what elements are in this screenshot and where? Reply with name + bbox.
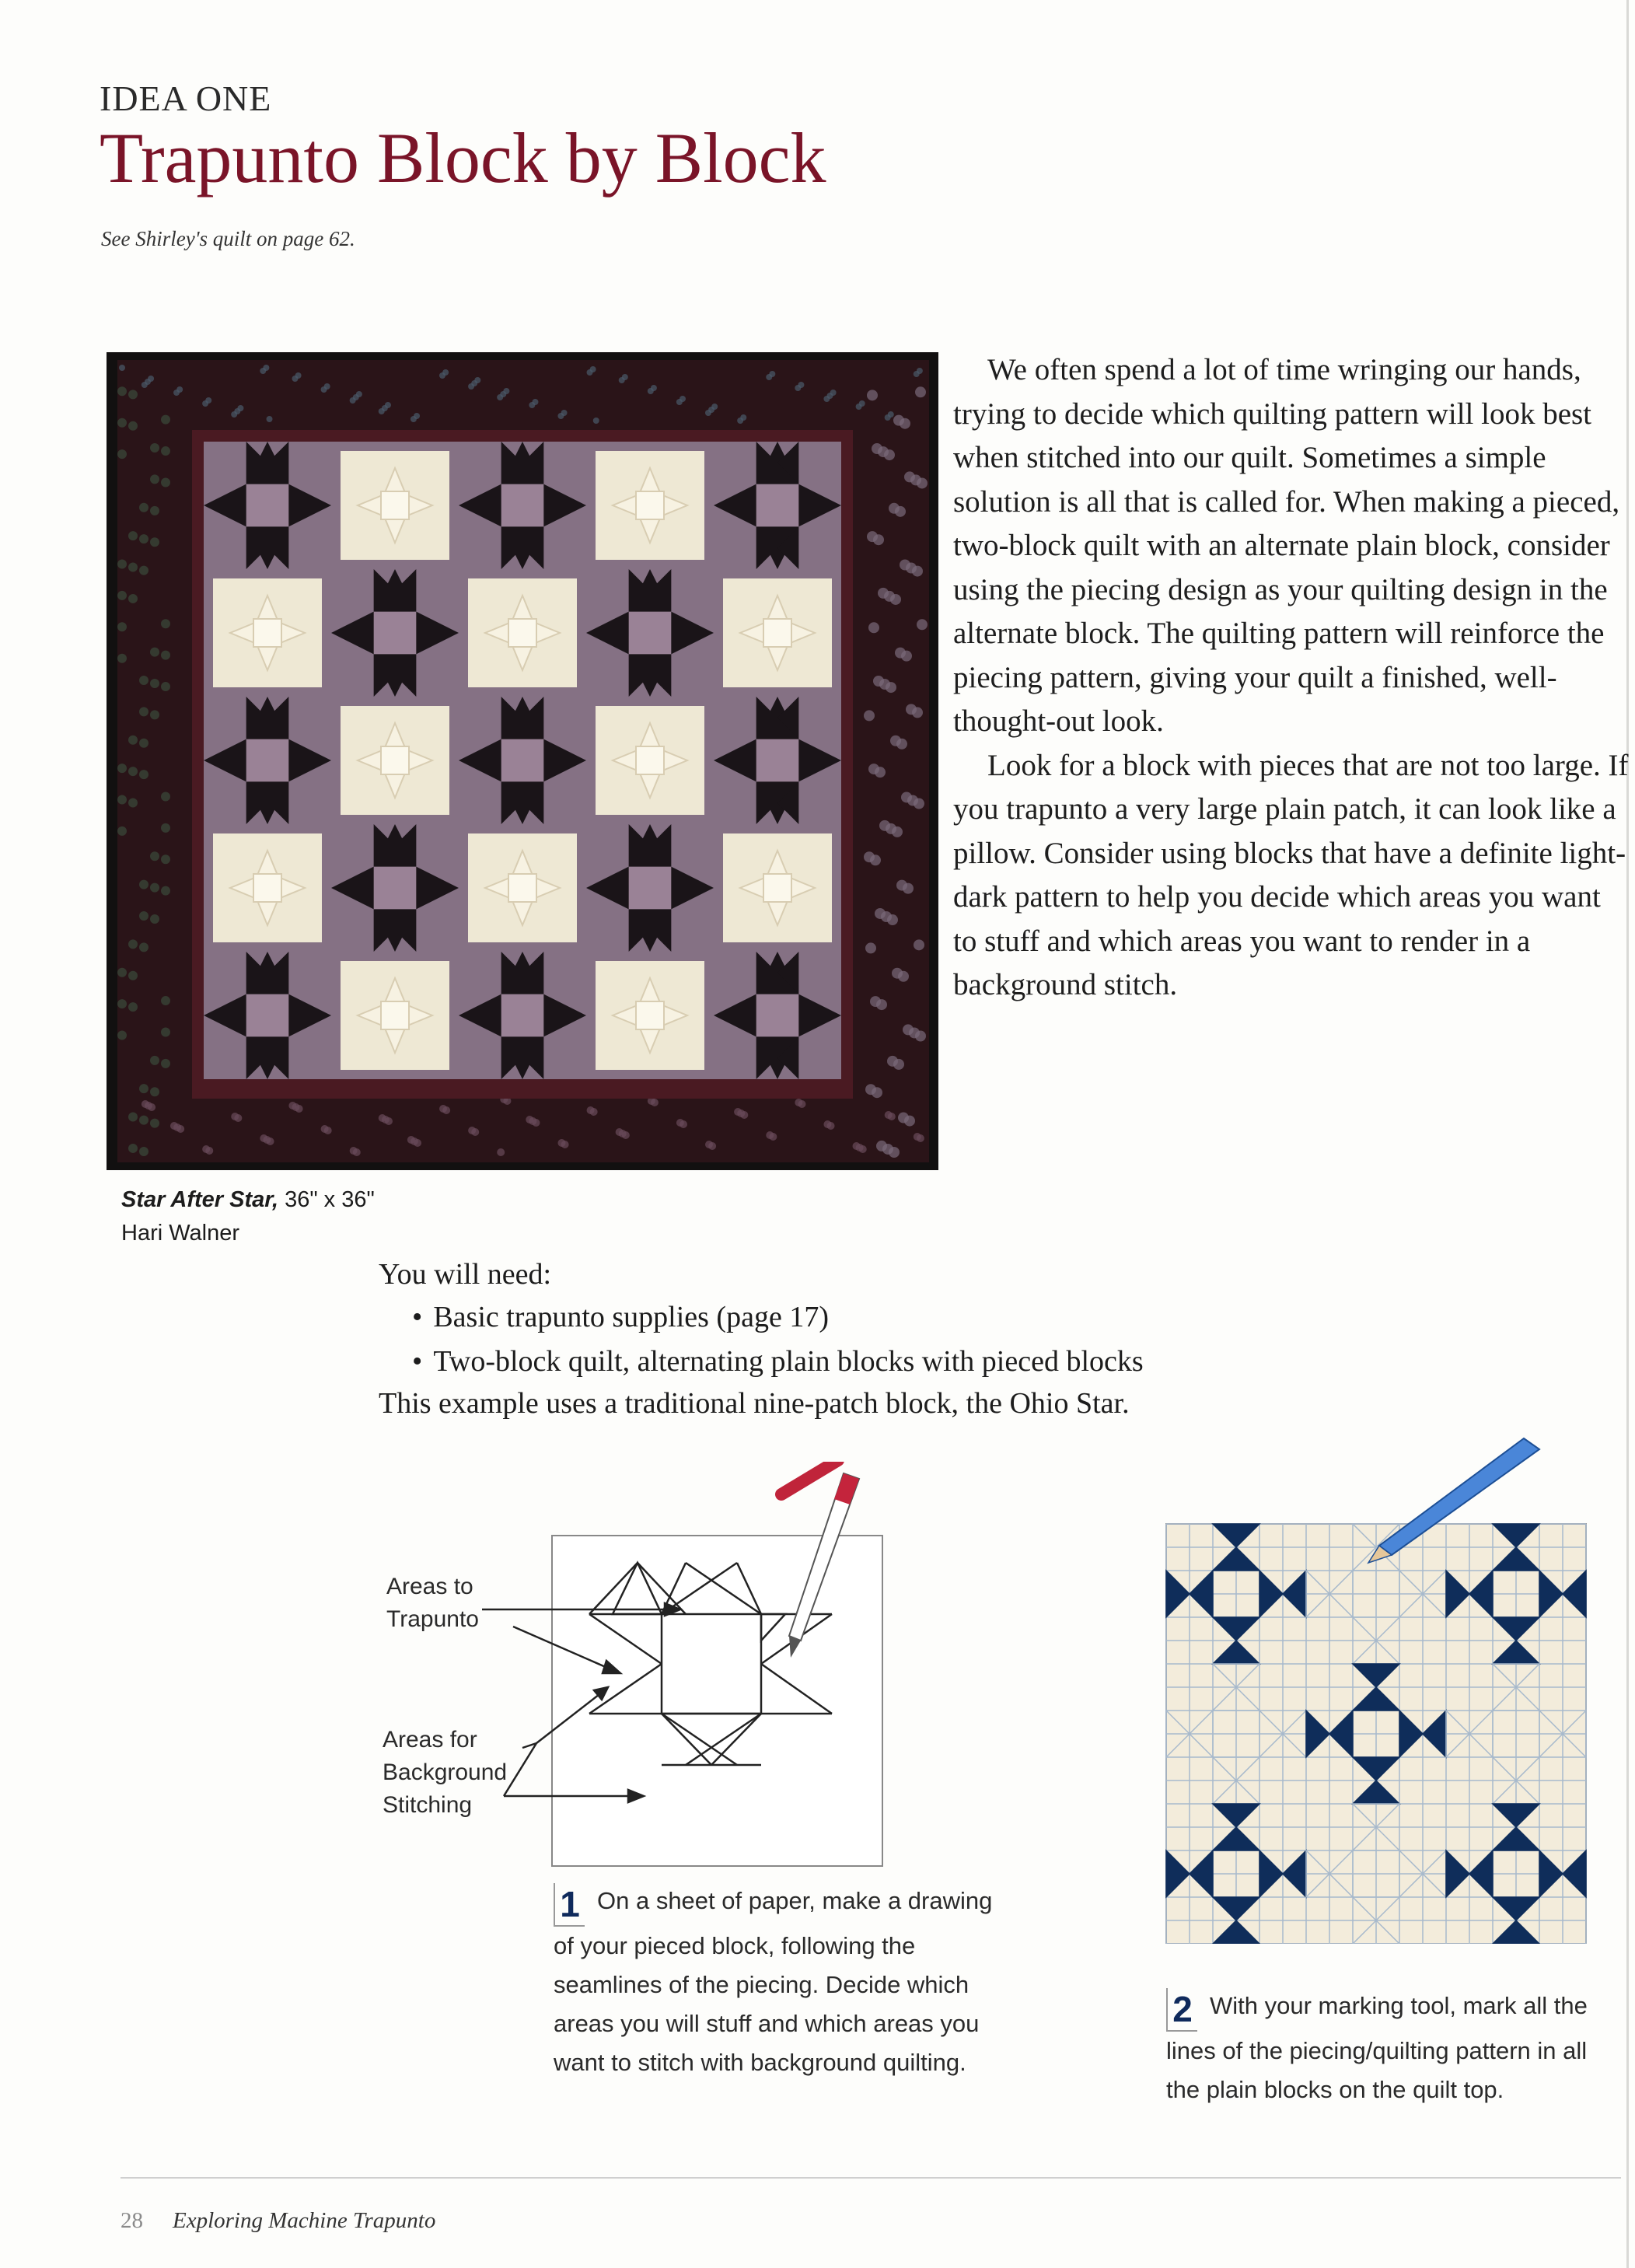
border-speckle — [128, 971, 138, 980]
border-speckle — [128, 421, 138, 431]
border-speckle — [260, 368, 266, 374]
border-speckle — [117, 1031, 127, 1040]
border-speckle — [766, 374, 772, 380]
border-speckle — [150, 1119, 159, 1128]
star-center — [246, 739, 289, 782]
step-2 — [1166, 1987, 1602, 2109]
border-speckle — [823, 1120, 831, 1128]
border-speckle — [879, 820, 890, 831]
border-speckle — [896, 880, 907, 891]
border-speckle — [128, 736, 138, 745]
border-speckle — [150, 914, 159, 924]
border-speckle — [593, 418, 599, 424]
border-speckle — [900, 560, 910, 571]
border-speckle — [117, 826, 127, 836]
border-speckle — [705, 410, 711, 416]
border-speckle — [497, 394, 503, 400]
border-speckle — [904, 471, 915, 482]
label-areas-for-background — [383, 1724, 507, 1822]
supply-text: Basic trapunto supplies (page 17) — [433, 1301, 829, 1333]
trapunto-center — [508, 874, 536, 902]
border-speckle — [587, 369, 593, 376]
border-speckle — [128, 799, 138, 808]
border-speckle — [161, 651, 170, 660]
border-speckle — [128, 390, 138, 399]
border-speckle — [139, 739, 148, 748]
border-speckle — [161, 823, 170, 833]
border-speckle — [885, 414, 891, 421]
border-speckle — [914, 939, 924, 950]
trapunto-center — [636, 1001, 664, 1029]
border-speckle — [865, 1084, 876, 1095]
border-speckle — [117, 591, 127, 600]
border-speckle — [876, 1141, 887, 1151]
border-speckle — [117, 968, 127, 977]
border-speckle — [889, 503, 900, 514]
star-center — [756, 994, 799, 1037]
border-speckle — [161, 996, 170, 1005]
border-speckle — [893, 415, 904, 426]
star-center — [756, 484, 799, 527]
border-speckle — [117, 999, 127, 1008]
border-speckle — [161, 477, 170, 487]
border-speckle — [139, 911, 148, 921]
border-speckle — [439, 1105, 447, 1113]
border-speckle — [128, 1144, 138, 1153]
border-speckle — [128, 939, 138, 949]
border-speckle — [865, 942, 876, 953]
border-speckle — [117, 418, 127, 428]
border-speckle — [267, 416, 273, 422]
border-speckle — [864, 710, 875, 721]
border-speckle — [161, 886, 170, 896]
border-speckle — [892, 968, 903, 979]
trapunto-center — [381, 1001, 409, 1029]
star-center — [501, 484, 544, 527]
border-speckle — [906, 704, 917, 715]
border-speckle — [379, 408, 385, 414]
book-title: Exploring Machine Trapunto — [173, 2208, 436, 2233]
trapunto-center — [636, 491, 664, 519]
border-speckle — [117, 654, 127, 663]
border-speckle — [915, 386, 926, 397]
supply-text: Two-block quilt, alternating plain blocks with pieced blocks — [433, 1345, 1144, 1378]
border-speckle — [139, 1084, 148, 1093]
step-text: With your marking tool, mark all the lines of the piecing/quilting pattern in all the plain blocks on the quilt top. — [1166, 1992, 1588, 2103]
border-speckle — [170, 1122, 178, 1130]
border-speckle — [868, 764, 879, 774]
border-speckle — [139, 942, 148, 952]
border-speckle — [864, 851, 875, 862]
border-speckle — [150, 1056, 159, 1065]
border-speckle — [648, 388, 654, 394]
border-speckle — [823, 396, 830, 402]
red-pen-icon — [774, 1469, 867, 1664]
border-speckle — [872, 443, 882, 454]
border-speckle — [150, 537, 159, 547]
star-center — [246, 484, 289, 527]
border-speckle — [887, 1056, 898, 1067]
border-speckle — [231, 1113, 239, 1120]
border-speckle — [875, 908, 886, 919]
border-speckle — [139, 1147, 148, 1156]
trapunto-center — [253, 874, 281, 902]
border-speckle — [139, 880, 148, 889]
border-speckle — [161, 619, 170, 628]
star-center — [246, 994, 289, 1037]
border-speckle — [890, 736, 901, 746]
border-speckle — [407, 1136, 415, 1144]
border-speckle — [737, 418, 743, 424]
caption-size: 36" x 36" — [285, 1187, 375, 1212]
border-speckle — [161, 415, 170, 425]
label-line: Stitching — [383, 1792, 473, 1818]
border-speckle — [868, 622, 879, 633]
border-speckle — [150, 443, 159, 453]
page-number: 28 — [121, 2208, 143, 2233]
border-speckle — [734, 1108, 742, 1116]
border-speckle — [321, 386, 327, 393]
border-speckle — [557, 413, 564, 419]
supplies-heading: You will need: — [379, 1258, 552, 1291]
border-speckle — [141, 382, 148, 388]
trapunto-center — [636, 746, 664, 774]
border-speckle — [128, 531, 138, 540]
border-speckle — [161, 1059, 170, 1068]
body-paragraph-1: We often spend a lot of time wringing our hands, trying to decide which quilting pattern will look best when stitched into our quilt. Sometimes a simple solution is all that is called for. When making a pieced, two-block quilt with an alternate plain block, consider using the piecing design as your quilting design in the alternate block. The quilting pattern will reinforce the piecing pattern, giving your quilt a finished, well-thought-out look. — [953, 353, 1620, 738]
step-1 — [554, 1882, 1012, 2082]
border-speckle — [202, 400, 208, 407]
border-speckle — [795, 385, 801, 391]
border-speckle — [117, 764, 127, 773]
border-speckle — [878, 588, 889, 599]
border-speckle — [117, 449, 127, 459]
trapunto-center — [381, 491, 409, 519]
body-paragraph-2: Look for a block with pieces that are not too large. If you trapunto a very large plain patch, it can look like a pillow. Consider using blocks that have a definite light-dark pattern to help you decide which areas you want to stuff and which areas you want to render in a background stitch. — [953, 748, 1629, 1001]
quilt-top-diagram — [1158, 1431, 1594, 1944]
border-speckle — [529, 402, 535, 408]
border-speckle — [117, 622, 127, 631]
border-speckle — [350, 1147, 358, 1155]
border-speckle — [150, 883, 159, 893]
border-speckle — [526, 1116, 533, 1124]
border-speckle — [117, 560, 127, 569]
border-speckle — [128, 594, 138, 603]
border-speckle — [139, 676, 148, 685]
body-text — [953, 348, 1630, 1008]
label-areas-to-trapunto — [386, 1571, 479, 1636]
border-speckle — [885, 1111, 893, 1119]
border-speckle — [202, 1145, 210, 1153]
border-speckle — [150, 679, 159, 688]
border-speckle — [150, 506, 159, 515]
border-speckle — [260, 1134, 267, 1142]
border-speckle — [856, 404, 862, 410]
quilt-photo — [107, 352, 938, 1170]
border-speckle — [853, 1142, 861, 1150]
step-text: On a sheet of paper, make a drawing of your pieced block, following the seamlines of the piecing. Decide which areas you will stuff and which areas you want to stitch with background quilting. — [554, 1887, 993, 2076]
border-speckle — [150, 648, 159, 657]
border-speckle — [867, 390, 878, 400]
border-speckle — [173, 390, 180, 396]
supplies-list — [412, 1300, 1144, 1389]
border-speckle — [161, 792, 170, 801]
photo-caption — [121, 1187, 375, 1213]
star-center — [501, 994, 544, 1037]
border-speckle — [867, 531, 878, 542]
star-center — [501, 739, 544, 782]
border-speckle — [139, 770, 148, 779]
border-speckle — [288, 1102, 296, 1110]
border-speckle — [903, 1024, 914, 1035]
border-speckle — [119, 365, 125, 371]
page-edge — [1626, 0, 1629, 2268]
border-speckle — [117, 386, 127, 396]
border-speckle — [161, 682, 170, 691]
border-speckle — [914, 1133, 921, 1141]
border-speckle — [410, 416, 417, 422]
step-number: 2 — [1166, 1988, 1197, 2032]
caption-title: Star After Star, — [121, 1187, 278, 1212]
page-title: Trapunto Block by Block — [100, 118, 826, 197]
border-speckle — [557, 1139, 565, 1147]
border-speckle — [139, 534, 148, 543]
border-speckle — [895, 648, 906, 659]
border-speckle — [150, 1087, 159, 1096]
border-speckle — [139, 707, 148, 716]
border-speckle — [898, 1113, 909, 1124]
border-speckle — [795, 1099, 802, 1106]
border-speckle — [292, 376, 298, 382]
border-speckle — [141, 1100, 149, 1108]
star-center — [756, 739, 799, 782]
border-speckle — [705, 1141, 713, 1148]
page-reference: See Shirley's quilt on page 62. — [101, 227, 355, 250]
border-speckle — [870, 996, 881, 1007]
label-line: Areas for — [383, 1727, 477, 1753]
border-speckle — [150, 851, 159, 861]
border-speckle — [139, 1116, 148, 1125]
border-speckle — [676, 1119, 684, 1127]
border-speckle — [873, 676, 884, 687]
caption-artist: Hari Walner — [121, 1221, 240, 1246]
border-speckle — [128, 1002, 138, 1012]
border-speckle — [676, 399, 683, 405]
border-speckle — [150, 710, 159, 719]
border-speckle — [439, 372, 445, 379]
example-note: This example uses a traditional nine-patch block, the Ohio Star. — [379, 1387, 1130, 1420]
trapunto-center — [508, 619, 536, 647]
border-speckle — [497, 1148, 505, 1156]
border-speckle — [128, 563, 138, 572]
trapunto-center — [253, 619, 281, 647]
border-speckle — [150, 474, 159, 484]
border-speckle — [128, 767, 138, 776]
border-speckle — [468, 1127, 476, 1134]
border-speckle — [619, 377, 625, 383]
star-center — [629, 612, 672, 655]
border-speckle — [616, 1128, 624, 1136]
border-speckle — [128, 1113, 138, 1122]
star-center — [374, 867, 417, 910]
border-speckle — [587, 1106, 595, 1114]
list-item — [412, 1300, 1144, 1344]
step-number: 1 — [554, 1883, 585, 1927]
footer-rule — [121, 2177, 1621, 2179]
border-speckle — [766, 1131, 774, 1139]
star-center — [629, 867, 672, 910]
label-line: Areas to — [386, 1574, 473, 1599]
border-speckle — [321, 1125, 329, 1133]
border-speckle — [161, 854, 170, 864]
trapunto-center — [763, 874, 791, 902]
trapunto-center — [381, 746, 409, 774]
border-speckle — [350, 397, 356, 404]
border-speckle — [231, 411, 237, 418]
border-speckle — [379, 1114, 386, 1122]
bullet-icon: • — [412, 1301, 423, 1333]
label-line: Background — [383, 1760, 508, 1785]
bullet-icon: • — [412, 1345, 423, 1378]
border-speckle — [117, 795, 127, 805]
border-speckle — [914, 371, 920, 377]
border-speckle — [901, 792, 912, 802]
border-speckle — [161, 446, 170, 456]
border-speckle — [917, 619, 928, 630]
star-center — [374, 612, 417, 655]
list-item — [412, 1344, 1144, 1389]
border-speckle — [139, 503, 148, 512]
label-line: Trapunto — [386, 1606, 479, 1632]
border-speckle — [139, 566, 148, 575]
section-kicker: IDEA ONE — [100, 79, 272, 118]
border-speckle — [161, 1027, 170, 1036]
trapunto-center — [763, 619, 791, 647]
border-speckle — [468, 383, 474, 390]
